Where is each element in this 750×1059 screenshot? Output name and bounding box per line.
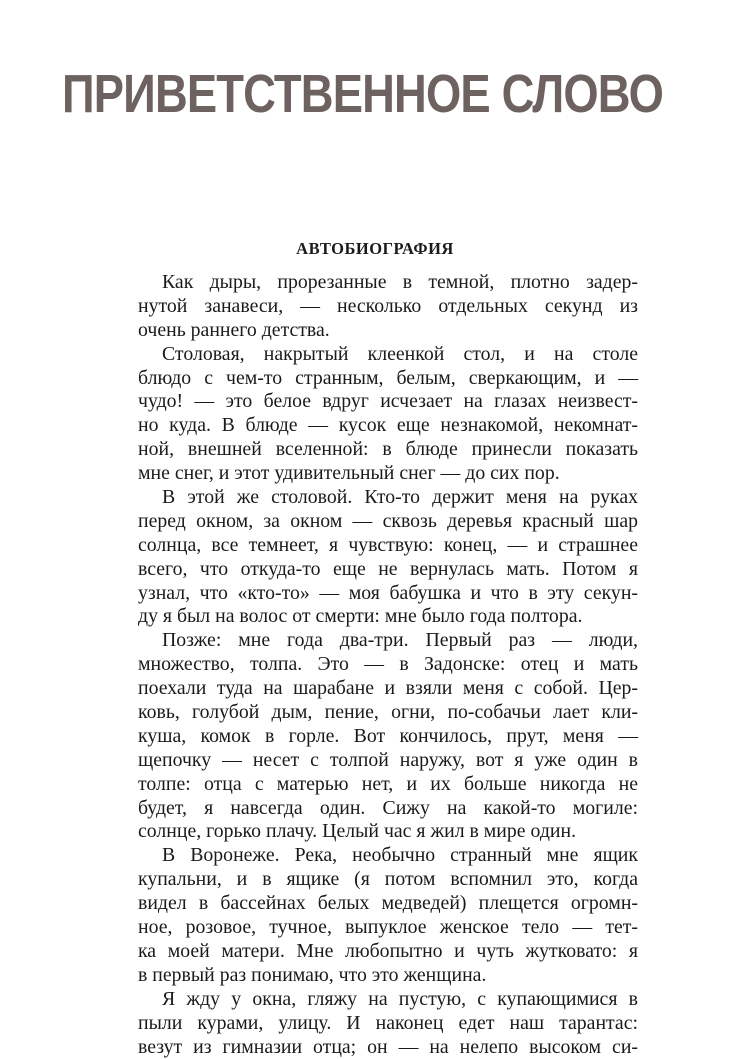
text-line: Столовая, накрытый клеенкой стол, и на столе xyxy=(138,343,638,367)
text-line: блюдо с чем-то странным, белым, сверкающим, и — xyxy=(138,367,638,391)
text-line: множество, толпа. Это — в Задонске: отец и мать xyxy=(138,653,638,677)
text-line: всего, что откуда-то еще не вернулась мать. Потом я xyxy=(138,558,638,582)
text-line: узнал, что «кто-то» — моя бабушка и что в эту секун- xyxy=(138,582,638,606)
text-line: перед окном, за окном — сквозь деревья красный шар xyxy=(138,510,638,534)
text-line: ное, розовое, тучное, выпуклое женское тело — тет- xyxy=(138,916,638,940)
text-line: очень раннего детства. xyxy=(138,319,638,343)
text-line: везут из гимназии отца; он — на нелепо высоком си- xyxy=(138,1036,638,1059)
text-line: но куда. В блюде — кусок еще незнакомой, некомнат- xyxy=(138,414,638,438)
section-title: АВТОБИОГРАФИЯ xyxy=(0,238,750,260)
text-line: чудо! — это белое вдруг исчезает на глазах неизвест- xyxy=(138,390,638,414)
text-line: нутой занавеси, — несколько отдельных секунд из xyxy=(138,295,638,319)
text-line: пыли курами, улицу. И наконец едет наш тарантас: xyxy=(138,1012,638,1036)
text-line: Я жду у окна, гляжу на пустую, с купающимися в xyxy=(138,988,638,1012)
text-line: куша, комок в горле. Вот кончилось, прут, меня — xyxy=(138,725,638,749)
text-line: щепочку — несет с толпой наружу, вот я уже один в xyxy=(138,749,638,773)
text-line: ковь, голубой дым, пение, огни, по-собачьи лает кли- xyxy=(138,701,638,725)
text-line: поехали туда на шарабане и взяли меня с собой. Цер- xyxy=(138,677,638,701)
text-line: в первый раз понимаю, что это женщина. xyxy=(138,964,638,988)
text-line: ду я был на волос от смерти: мне было года полтора. xyxy=(138,605,638,629)
text-line: солнце, горько плачу. Целый час я жил в мире один. xyxy=(138,820,638,844)
body-text xyxy=(138,271,638,1059)
text-line: мне снег, и этот удивительный снег — до сих пор. xyxy=(138,462,638,486)
text-line: видел в бассейнах белых медведей) плещется огромн- xyxy=(138,892,638,916)
text-line: толпе: отца с матерью нет, и их больше никогда не xyxy=(138,773,638,797)
text-line: купальни, и в ящике (я потом вспомнил это, когда xyxy=(138,868,638,892)
text-line: В Воронеже. Река, необычно странный мне ящик xyxy=(138,844,638,868)
text-line: ка моей матери. Мне любопытно и чуть жутковато: я xyxy=(138,940,638,964)
text-line: будет, я навсегда один. Сижу на какой-то могиле: xyxy=(138,797,638,821)
text-line: ной, внешней вселенной: в блюде принесли показать xyxy=(138,438,638,462)
text-line: Позже: мне года два-три. Первый раз — люди, xyxy=(138,629,638,653)
page-heading: ПРИВЕТСТВЕННОЕ СЛОВО xyxy=(62,58,600,130)
text-line: В этой же столовой. Кто-то держит меня на руках xyxy=(138,486,638,510)
text-line: Как дыры, прорезанные в темной, плотно задер- xyxy=(138,271,638,295)
text-line: солнца, все темнеет, я чувствую: конец, — и страшнее xyxy=(138,534,638,558)
